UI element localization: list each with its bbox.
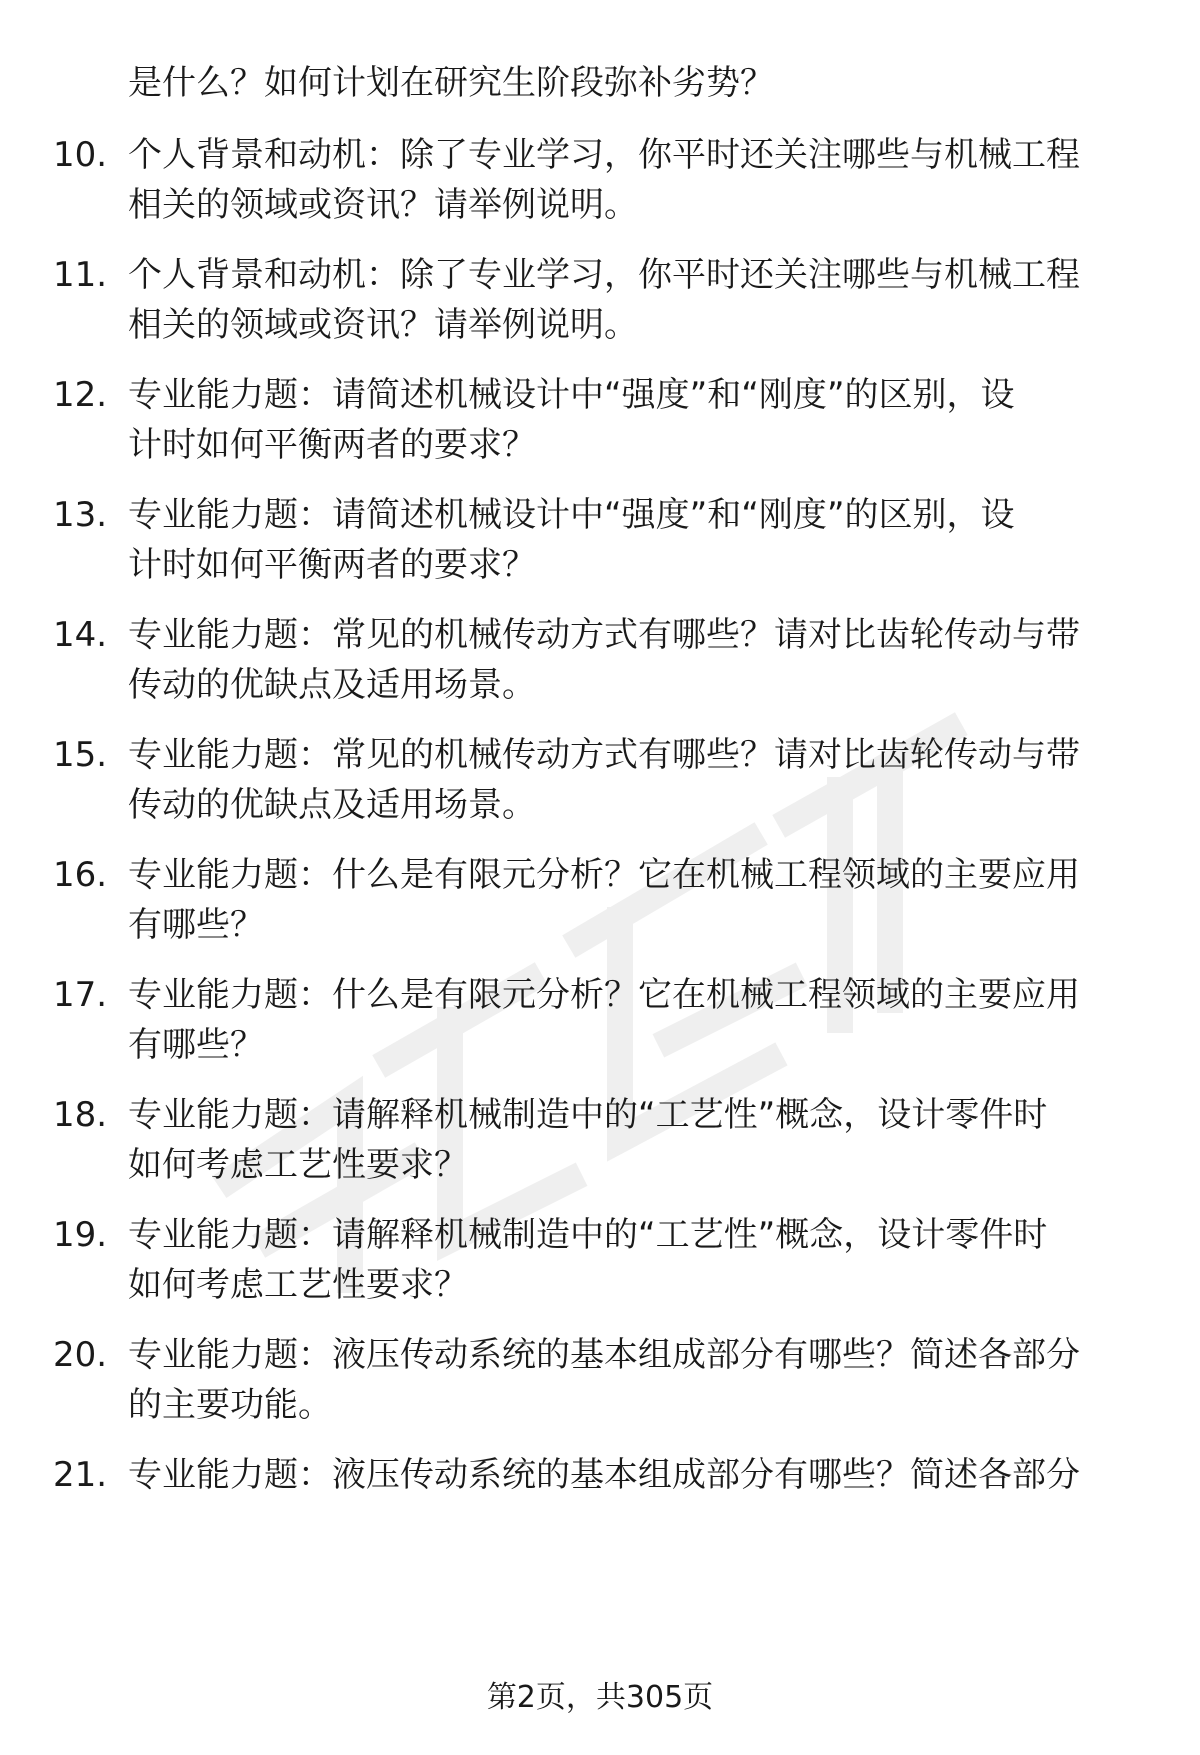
question-number: 21. xyxy=(53,1455,108,1495)
question-number: 16. xyxy=(53,855,108,895)
question-text-line: 如何考虑工艺性要求？ xyxy=(128,1145,468,1185)
question-text-line: 个人背景和动机：除了专业学习，你平时还关注哪些与机械工程 xyxy=(128,255,1080,295)
question-text-line: 相关的领域或资讯？请举例说明。 xyxy=(128,305,638,345)
question-number: 12. xyxy=(53,375,108,415)
question-text-line: 传动的优缺点及适用场景。 xyxy=(128,665,536,705)
question-number: 20. xyxy=(53,1335,108,1375)
question-text-line: 传动的优缺点及适用场景。 xyxy=(128,785,536,825)
question-number: 19. xyxy=(53,1215,108,1255)
question-text-line: 如何考虑工艺性要求？ xyxy=(128,1265,468,1305)
question-text-line: 个人背景和动机：除了专业学习，你平时还关注哪些与机械工程 xyxy=(128,135,1080,175)
question-text-line: 计时如何平衡两者的要求？ xyxy=(128,545,536,585)
question-text-line: 的主要功能。 xyxy=(128,1385,332,1425)
question-text-line: 有哪些？ xyxy=(128,905,264,945)
question-text-line: 专业能力题：什么是有限元分析？它在机械工程领域的主要应用 xyxy=(128,855,1080,895)
question-text-line: 专业能力题：常见的机械传动方式有哪些？请对比齿轮传动与带 xyxy=(128,615,1080,655)
continuation-line: 是什么？如何计划在研究生阶段弥补劣势？ xyxy=(128,63,774,103)
question-number: 11. xyxy=(53,255,108,295)
question-text-line: 专业能力题：请简述机械设计中“强度”和“刚度”的区别，设 xyxy=(128,375,1015,415)
question-text-line: 专业能力题：请简述机械设计中“强度”和“刚度”的区别，设 xyxy=(128,495,1015,535)
question-text-line: 专业能力题：液压传动系统的基本组成部分有哪些？简述各部分 xyxy=(128,1335,1080,1375)
question-text-line: 相关的领域或资讯？请举例说明。 xyxy=(128,185,638,225)
question-number: 18. xyxy=(53,1095,108,1135)
question-number: 17. xyxy=(53,975,108,1015)
question-number: 13. xyxy=(53,495,108,535)
question-text-line: 专业能力题：常见的机械传动方式有哪些？请对比齿轮传动与带 xyxy=(128,735,1080,775)
question-text-line: 专业能力题：什么是有限元分析？它在机械工程领域的主要应用 xyxy=(128,975,1080,1015)
question-number: 15. xyxy=(53,735,108,775)
question-number: 14. xyxy=(53,615,108,655)
question-text-line: 专业能力题：液压传动系统的基本组成部分有哪些？简述各部分 xyxy=(128,1455,1080,1495)
question-text-line: 有哪些？ xyxy=(128,1025,264,1065)
question-text-line: 专业能力题：请解释机械制造中的“工艺性”概念，设计零件时 xyxy=(128,1095,1048,1135)
question-number: 10. xyxy=(53,135,108,175)
page-footer: 第2页，共305页 xyxy=(486,1680,714,1715)
question-text-line: 计时如何平衡两者的要求？ xyxy=(128,425,536,465)
question-text-line: 专业能力题：请解释机械制造中的“工艺性”概念，设计零件时 xyxy=(128,1215,1048,1255)
